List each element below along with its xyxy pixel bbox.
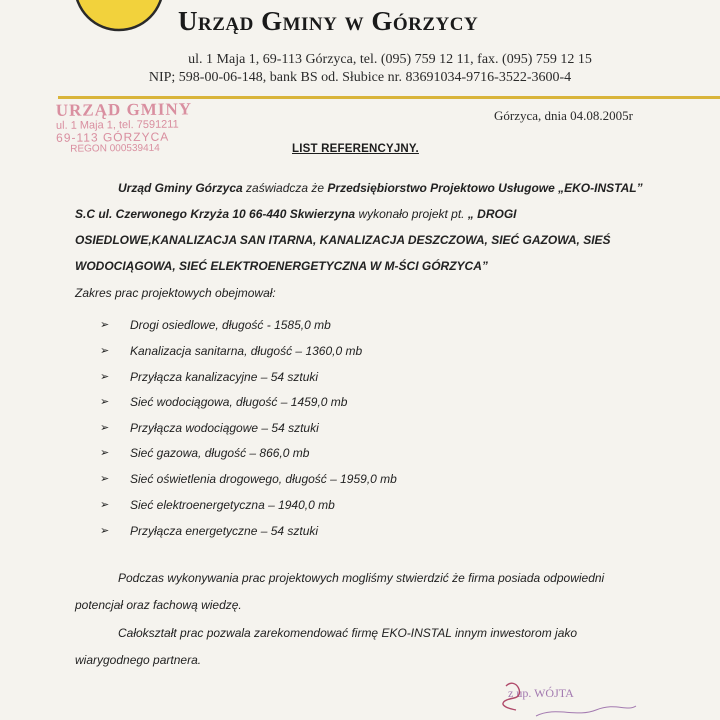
office-address: ul. 1 Maja 1, 69-113 Górzyca, tel. (095) 759 12 11, fax. (095) 759 12 15 (188, 52, 592, 67)
company-name: Przedsiębiorstwo Projektowo Usługowe „EKO-INSTAL” (327, 181, 643, 195)
paragraph-3-line-2: wiarygodnego partnera. (75, 653, 202, 667)
scope-item-text: Kanalizacja sanitarna, długość – 1360,0 mb (130, 344, 363, 358)
office-name: Urząd Gminy w Górzycy (178, 6, 479, 36)
scope-item-text: Sieć wodociągowa, długość – 1459,0 mb (130, 395, 348, 409)
stamp-title: URZĄD GMINY (55, 99, 193, 120)
arrow-bullet-icon: ➢ (100, 371, 110, 383)
stamp-regon: REGON 000539414 (70, 142, 160, 155)
scope-item-text: Drogi osiedlowe, długość - 1585,0 mb (130, 318, 331, 332)
project-title-line-2: OSIEDLOWE,KANALIZACJA SAN ITARNA, KANALIZACJA DESZCZOWA, SIEĆ GAZOWA, SIEŚ (75, 233, 611, 247)
project-title-start: „ DROGI (467, 207, 517, 221)
office-tax-info: NIP; 598-00-06-148, bank BS od. Słubice nr. 83691034-9716-3522-3600-4 (148, 70, 572, 85)
arrow-bullet-icon: ➢ (100, 422, 110, 434)
certifies-text: zaświadcza że (242, 181, 328, 195)
paragraph-2-line-2: potencjał oraz fachową wiedzę. (75, 598, 242, 612)
header-divider (58, 96, 720, 99)
paragraph-2-line-1: Podczas wykonywania prac projektowych mogliśmy stwierdzić że firma posiada odpowiedni (118, 571, 605, 585)
arrow-bullet-icon: ➢ (100, 525, 110, 537)
scope-item-text: Sieć gazowa, długość – 866,0 mb (130, 446, 310, 460)
scope-item-text: Sieć oświetlenia drogowego, długość – 1959,0 mb (130, 472, 397, 486)
stamp-address: ul. 1 Maja 1, tel. 7591211 (55, 118, 179, 132)
signature-stamp: z up. WÓJTA (508, 686, 574, 700)
handwritten-signature (486, 676, 646, 720)
scope-intro: Zakres prac projektowych obejmował: (75, 286, 276, 300)
document-title: LIST REFERENCYJNY. (292, 143, 419, 155)
company-address: S.C ul. Czerwonego Krzyża 10 66-440 Skwierzyna (75, 207, 356, 221)
office-stamp (52, 99, 223, 155)
paragraph-1-line-1 (118, 181, 643, 195)
paragraph-3-line-1: Całokształt prac pozwala zarekomendować firmę EKO-INSTAL innym inwestorom jako (118, 626, 578, 640)
arrow-bullet-icon: ➢ (100, 473, 110, 485)
scope-item-text: Przyłącza energetyczne – 54 sztuki (130, 524, 319, 538)
arrow-bullet-icon: ➢ (100, 447, 110, 459)
coat-of-arms-icon (74, 0, 164, 34)
stamp-city: 69-113 GÓRZYCA (56, 129, 170, 145)
scope-item-text: Przyłącza wodociągowe – 54 sztuki (130, 421, 319, 435)
scope-item-text: Sieć elektroenergetyczna – 1940,0 mb (130, 498, 335, 512)
arrow-bullet-icon: ➢ (100, 499, 110, 511)
document-date: Górzyca, dnia 04.08.2005r (494, 108, 633, 123)
project-text: wykonało projekt pt. (355, 207, 468, 221)
arrow-bullet-icon: ➢ (100, 319, 110, 331)
scope-item-text: Przyłącza kanalizacyjne – 54 sztuki (130, 370, 319, 384)
arrow-bullet-icon: ➢ (100, 396, 110, 408)
paragraph-1-line-2 (75, 207, 517, 221)
arrow-bullet-icon: ➢ (100, 345, 110, 357)
issuer-name: Urząd Gminy Górzyca (118, 181, 243, 195)
project-title-line-3: WODOCIĄGOWA, SIEĆ ELEKTROENERGETYCZNA W M-ŚCI GÓRZYCA” (75, 259, 488, 273)
